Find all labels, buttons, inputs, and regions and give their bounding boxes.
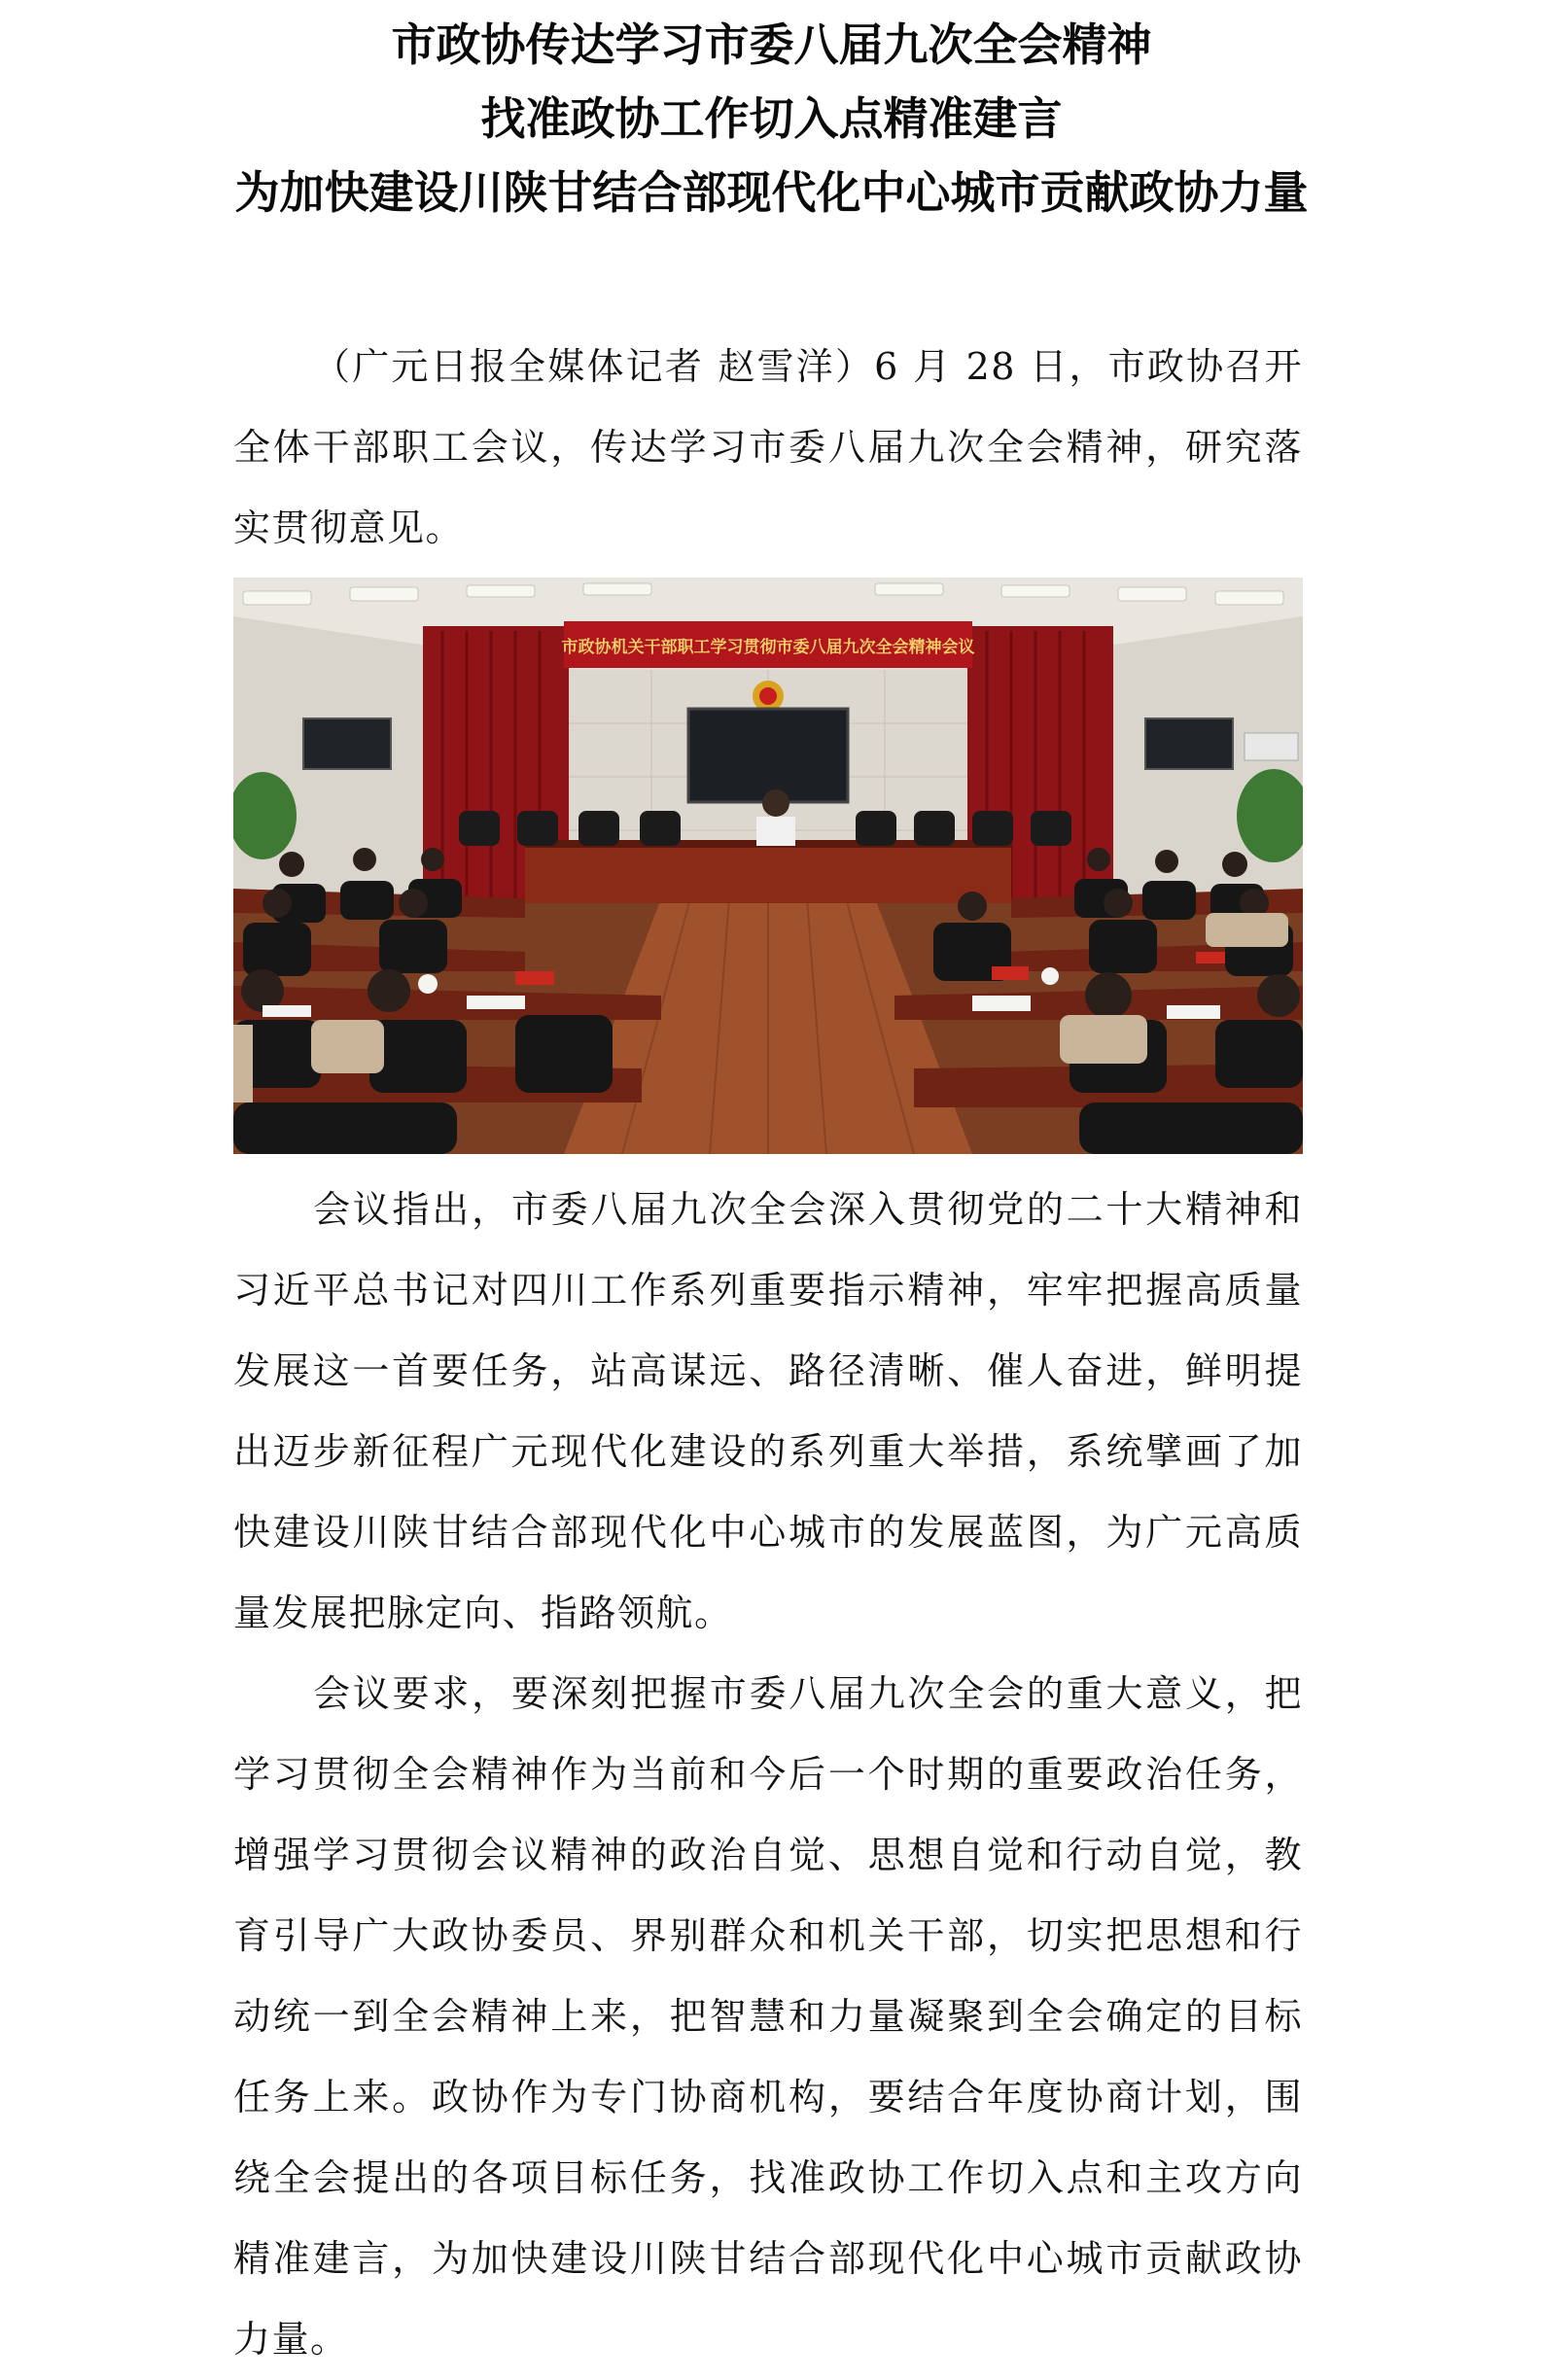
lead-paragraph: （广元日报全媒体记者 赵雪洋）6 月 28 日，市政协召开全体干部职工会议，传达学习市委八届九次全会精神，研究落实贯彻意见。 xyxy=(233,345,1303,549)
headline xyxy=(0,8,1543,229)
body-paragraph-3: 会议要求，要深刻把握市委八届九次全会的重大意义，把学习贯彻全会精神作为当前和今后一个时期的重要政治任务，增强学习贯彻会议精神的政治自觉、思想自觉和行动自觉，教育引导广大政协委员、界别群众和机关干部，切实把思想和行动统一到全会精神上来，把智慧和力量凝聚到全会确定的目标任务上来。政协作为专门协商机构，要结合年度协商计划，围绕全会提出的各项目标任务，找准政协工作切入点和主攻方向精准建言，为加快建设川陕甘结合部现代化中心城市贡献政协力量。 xyxy=(233,1672,1303,2361)
body-paragraph-2: 会议指出，市委八届九次全会深入贯彻党的二十大精神和习近平总书记对四川工作系列重要指示精神，牢牢把握高质量发展这一首要任务，站高谋远、路径清晰、催人奋进，鲜明提出迈步新征程广元现代化建设的系列重大举措，系统擘画了加快建设川陕甘结合部现代化中心城市的发展蓝图，为广元高质量发展把脉定向、指路领航。 xyxy=(233,1188,1303,1634)
headline-line-1: 市政协传达学习市委八届九次全会精神 xyxy=(391,18,1152,71)
headline-line-2: 找准政协工作切入点精准建言 xyxy=(480,92,1063,145)
meeting-photo xyxy=(233,578,1303,1154)
headline-line-3: 为加快建设川陕甘结合部现代化中心城市贡献政协力量 xyxy=(234,166,1309,219)
banner-text: 市政协机关干部职工学习贯彻市委八届九次全会精神会议 xyxy=(561,638,975,657)
